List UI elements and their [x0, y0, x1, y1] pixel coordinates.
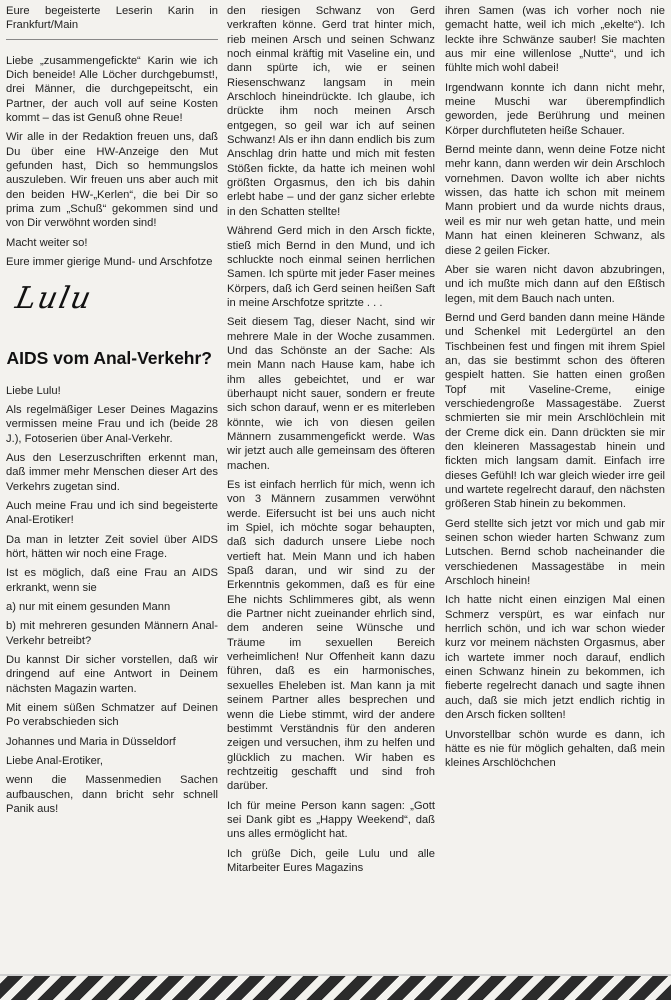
letter-paragraph: Johannes und Maria in Düsseldorf [6, 735, 176, 748]
letter-paragraph: Liebe Anal-Erotiker, [6, 755, 104, 768]
paragraph: Bernd meinte dann, wenn deine Fotze nicht mehr kann, dann werden wir dein Arschloch vornehmen. Davon wollte ich aber nichts wissen, das hatte ich schon mit meinem Mann probiert und da wurde nichts draus, weil es mir nur weh getan hatte, und mein Mann hat einen kleineren Schwanz, als diese 2 geilen Ficker. [445, 144, 665, 257]
signature: Lulu [12, 280, 96, 316]
letter-paragraph: Aus den Leserzuschriften erkennt man, daß immer mehr Menschen dieser Art des Verkehrs zugetan sind. [6, 451, 218, 493]
paragraph: Ich grüße Dich, geile Lulu und alle Mitarbeiter Eures Magazins [227, 847, 435, 874]
paragraph: Bernd und Gerd banden dann meine Hände und Schenkel mit Ledergürtel an den Tischbeinen fest und fingen mit ihrem Spiel an, das sie bestimmt schon des öfteren gespielt hatten. Sie hatten einen großen Topf mit Vaseline-Creme, einige verschiedengroße Massagestäbe. Zuerst schmierten sie mir mein Arschlöchlein mit der Creme dick ein. Dann drückten sie mir den kleineren Massagestab hinein und fickten mich langsam damit. Einfach irre dieses Gefühl! Ich war gleich wieder irre geil und wartete regelrecht darauf, den nächsten größeren Stab hinein zu bekommen. [445, 311, 665, 511]
divider [6, 39, 218, 40]
letter-paragraph: Mit einem süßen Schmatzer auf Deinen Po verabschieden sich [6, 702, 218, 729]
paragraph: Unvorstellbar schön wurde es dann, ich hätte es nie für möglich gehalten, daß mein kleines Arschlöchchen [445, 728, 665, 770]
paragraph: Eure immer gierige Mund- und Arschfotze [6, 256, 213, 269]
paragraph: Ich hatte nicht einen einzigen Mal einen Schmerz verspürt, es war einfach nur herrlich schön, und ich war schon wieder kurz vor meinem nächsten Orgasmus, aber ich wartete immer noch darauf, endlich einen Schwanz hinein zu bekommen, ich fieberte regelrecht danach und sagte ihnen auch, daß sie mich jetzt endlich richtig in den Arsch ficken sollten! [445, 594, 665, 722]
column-middle [227, 4, 435, 964]
letter-paragraph: a) nur mit einem gesunden Mann [6, 600, 171, 613]
letter-paragraph: Ist es möglich, daß eine Frau an AIDS erkrankt, wenn sie [6, 567, 218, 594]
letter-paragraph: Liebe Lulu! [6, 384, 61, 397]
paragraph: Macht weiter so! [6, 236, 88, 249]
article-headline: AIDS vom Anal-Verkehr? [6, 347, 212, 368]
letter-paragraph: b) mit mehreren gesunden Männern Anal-Verkehr betreibt? [6, 620, 218, 647]
paragraph: Es ist einfach herrlich für mich, wenn ich von 3 Männern zusammen verwöhnt werde. Eifersucht ist bei uns auch nicht im Spiel, ich möchte sogar behaupten, daß sich dadurch unsere Liebe noch vertieft hat. Mein Mann und ich haben Spaß daran, und wir sind zu der Erkenntnis gekommen, daß es für eine Ehe nichts Schlimmeres gibt, als wenn die Partner nicht zueinander ehrlich sind, dem anderen seine Wünsche und Träume im sexuellen Bereich verheimlichen! Nur Offenheit kann dazu führen, daß es ein harmonisches, sexuelles Eheleben ist. Man kann ja mit seinem Partner alles besprechen und wenn die Liebe stimmt, wird der andere bestimmt Verständnis für den anderen zeigen und versuchen, ihm zu helfen und glücklich zu machen. Wir haben es rechtzeitig geschafft und sind froh darüber. [227, 479, 435, 793]
paragraph: Eure begeisterte Leserin Karin in Frankfurt/Main [6, 5, 218, 32]
paragraph: Liebe „zusammengefickte“ Karin wie ich Dich beneide! Alle Löcher durchgebumst!, drei Männer, die durchgepeitscht, ein Partner, der auch voll auf seine Kosten kommt – das ist Genuß ohne Reue! [6, 54, 218, 125]
column-right [445, 4, 665, 964]
paragraph: Irgendwann konnte ich dann nicht mehr, meine Muschi war überempfindlich geworden, jede Berührung und meinen Körper durchfluteten heiße Schauer. [445, 81, 665, 137]
letter-paragraph: Du kannst Dir sicher vorstellen, daß wir dringend auf eine Antwort in Deinem nächsten Magazin warten. [6, 654, 218, 695]
paragraph: Aber sie waren nicht davon abzubringen, und ich mußte mich dann auf den Eßtisch legen, mit dem Bauch nach unten. [445, 263, 665, 305]
paragraph: Seit diesem Tag, dieser Nacht, sind wir mehrere Male in der Woche zusammen. Und das Schönste an der Sache: Als mein Mann nach Hause kam, habe ich ihm alles gebeichtet, und er war überhaupt nicht sauer, sondern er freute sich schon darauf, wenn er es miterleben könnte, wie ich von diesen geilen Männern zusammengefickt werde. Was wir jetzt auch alle gemeinsam des öfteren machen. [227, 316, 435, 472]
letter-paragraph: Da man in letzter Zeit soviel über AIDS hört, hätten wir noch eine Frage. [6, 533, 218, 560]
letter-paragraph: Auch meine Frau und ich sind begeisterte Anal-Erotiker! [6, 499, 218, 527]
paragraph: Gerd stellte sich jetzt vor mich und gab mir seinen schon wieder harten Schwanz zum Lutschen. Bernd schob nacheinander die verschiedenen Massagestäbe in mein Arschloch hinein! [445, 517, 665, 588]
letter-paragraph: wenn die Massenmedien Sachen aufbauschen, dann bricht sehr schnell Panik aus! [6, 774, 218, 816]
paragraph: ihren Samen (was ich vorher noch nie gemacht hatte, weil ich mich „ekelte“). Ich leckte ihre Schwänze sauber! Sie machten aus mir eine willenlose „Nutte“, und ich fühlte mich wohl dabei! [445, 5, 665, 75]
letter-paragraph: Als regelmäßiger Leser Deines Magazins vermissen meine Frau und ich (beide 28 J.), Fotoserien über Anal-Verkehr. [6, 403, 218, 445]
paragraph: den riesigen Schwanz von Gerd verkraften könne. Gerd trat hinter mich, rieb meinen Arsch und seinen Schwanz noch einmal kräftig mit Vaseline ein, und dann spürte ich, wie er seinen Riesenschwanz langsam in mein Arschloch hineindrückte. Ich glaube, ich drückte ihm noch meinen Arsch entgegen, so geil war ich auf seinen Schwanz! Als er ihn dann endlich bis zum Anschlag drin hatte und mich mit festen Stößen fickte, da hatte ich meinen wohl größten Orgasmus, den ich bis dahin erlebt habe – und der ganz sicher erlebte in den Schatten stellte! [227, 5, 435, 218]
paragraph: Ich für meine Person kann sagen: „Gott sei Dank gibt es „Happy Weekend“, daß uns alles ermöglicht hat. [227, 799, 435, 841]
paragraph: Während Gerd mich in den Arsch fickte, stieß mich Bernd in den Mund, und ich schluckte noch einmal seinen herrlichen Samen. Ich spürte mit jeder Faser meines Körpers, daß ich Gerd seinen heißen Saft in meine Arschfotze spritzte . . . [227, 225, 435, 309]
paragraph: Wir alle in der Redaktion freuen uns, daß Du über eine HW-Anzeige den Mut gefunden hast, Dich so hemmungslos auszuleben. Wir freuen uns aber auch mit den beiden HW-„Kerlen“, die bei Dir so prima zum „Schuß“ gekommen sind und von Dir verwöhnt worden sind! [6, 131, 218, 230]
column-left [6, 4, 218, 964]
striped-border [0, 976, 671, 1000]
